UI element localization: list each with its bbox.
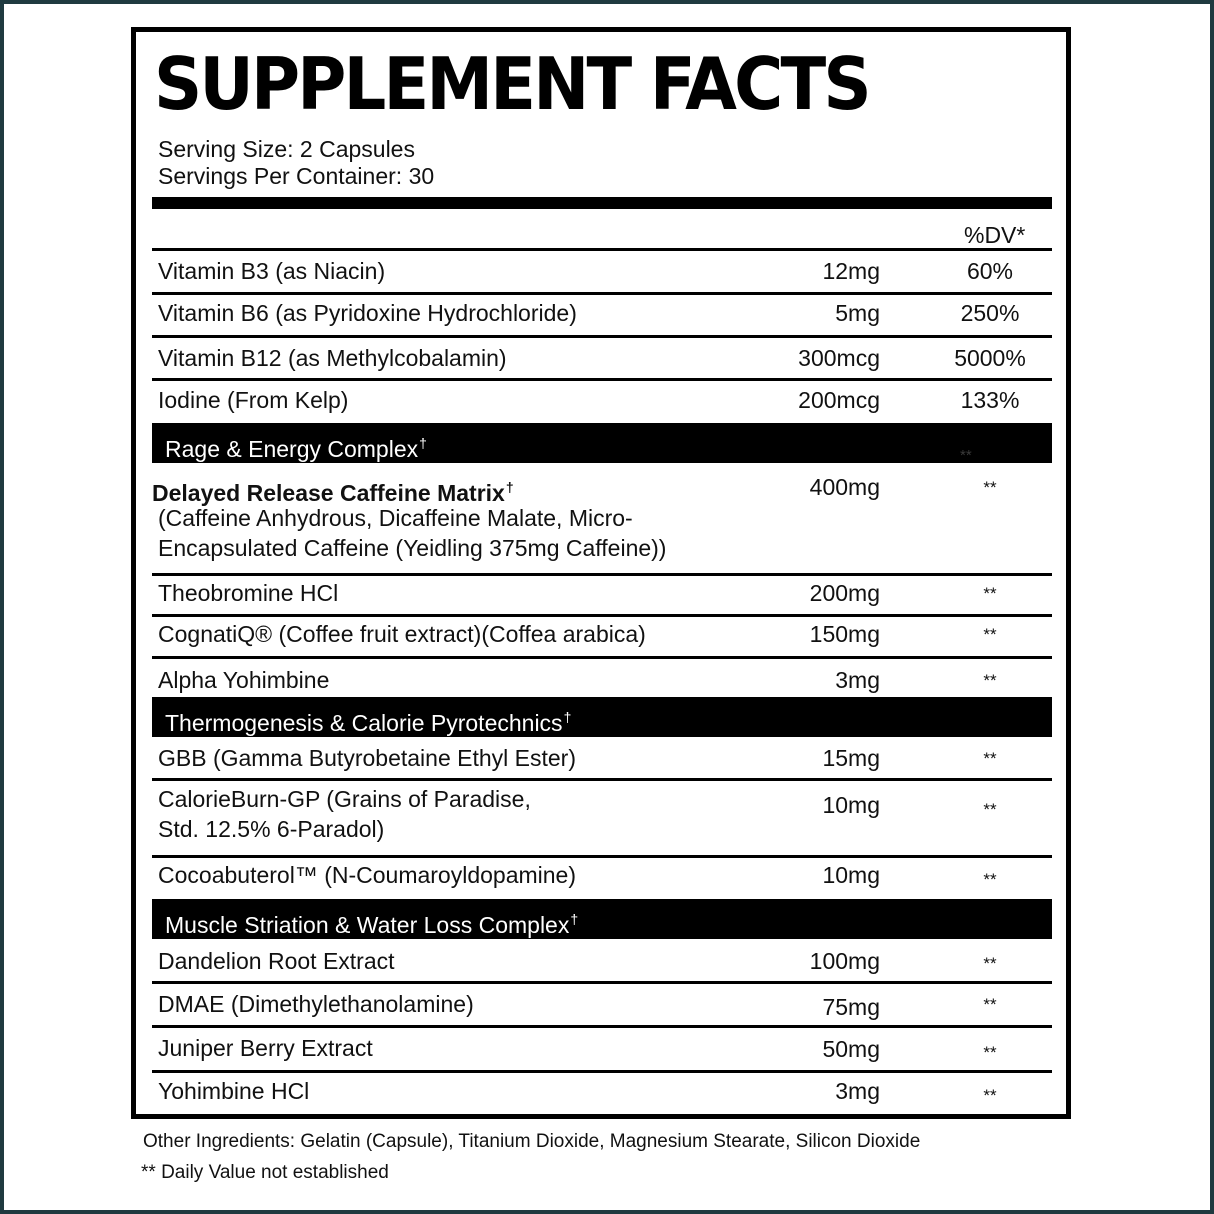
- ingredient-amount: 15mg: [822, 745, 880, 771]
- ingredient-amount: 400mg: [809, 474, 880, 500]
- ingredient-name: DMAE (Dimethylethanolamine): [158, 991, 474, 1017]
- section-header-muscle-striation: [152, 899, 1052, 939]
- row-rule: [152, 981, 1052, 984]
- section-header-rage-energy: [152, 423, 1052, 463]
- ingredient-amount: 75mg: [822, 994, 880, 1020]
- ingredient-amount: 100mg: [809, 948, 880, 974]
- ingredient-detail-line: (Caffeine Anhydrous, Dicaffeine Malate, Micro-: [158, 505, 633, 531]
- ingredient-name: GBB (Gamma Butyrobetaine Ethyl Ester): [158, 745, 576, 771]
- ingredient-name: CalorieBurn-GP (Grains of Paradise,: [158, 786, 531, 812]
- ingredient-dv: 250%: [960, 300, 1020, 326]
- row-rule: [152, 292, 1052, 295]
- ingredient-amount: 10mg: [822, 862, 880, 888]
- row-rule: [152, 378, 1052, 381]
- section-header-thermogenesis: [152, 697, 1052, 737]
- ingredient-amount: 300mcg: [798, 345, 880, 371]
- ingredient-dv: **: [983, 954, 997, 973]
- section-title: Rage & Energy Complex†: [165, 435, 427, 462]
- ingredient-amount: 10mg: [822, 792, 880, 818]
- ingredient-dv: **: [983, 478, 997, 497]
- ingredient-name: Dandelion Root Extract: [158, 948, 395, 974]
- row-rule: [152, 656, 1052, 659]
- ingredient-amount: 12mg: [822, 258, 880, 284]
- ingredient-dv: 133%: [960, 387, 1020, 413]
- ingredient-detail-line: Encapsulated Caffeine (Yeidling 375mg Caffeine)): [158, 535, 667, 561]
- ingredient-amount: 3mg: [835, 667, 880, 693]
- supplement-facts-panel: [131, 27, 1071, 1119]
- ingredient-dv: **: [983, 1086, 997, 1105]
- ingredient-name: Vitamin B12 (as Methylcobalamin): [158, 345, 507, 371]
- row-rule: [152, 573, 1052, 576]
- ingredient-amount: 3mg: [835, 1078, 880, 1104]
- ingredient-name: Juniper Berry Extract: [158, 1035, 373, 1061]
- ingredient-dv: **: [983, 1043, 997, 1062]
- ingredient-amount: 200mcg: [798, 387, 880, 413]
- panel-title: SUPPLEMENT FACTS: [154, 42, 869, 126]
- section-title: Muscle Striation & Water Loss Complex†: [165, 911, 579, 938]
- section-title: Thermogenesis & Calorie Pyrotechnics†: [165, 709, 572, 736]
- ingredient-dv: **: [983, 995, 997, 1014]
- header-thick-rule: [152, 197, 1052, 209]
- ingredient-name: Delayed Release Caffeine Matrix†: [152, 479, 514, 506]
- other-ingredients: Other Ingredients: Gelatin (Capsule), Titanium Dioxide, Magnesium Stearate, Silicon Dioxide: [143, 1131, 921, 1152]
- header-thin-rule: [152, 248, 1052, 251]
- ingredient-dv: **: [983, 870, 997, 889]
- ingredient-name: Iodine (From Kelp): [158, 387, 349, 413]
- section-faint-mark: **: [960, 447, 972, 464]
- ingredient-name: Theobromine HCl: [158, 580, 339, 606]
- ingredient-name: CognatiQ® (Coffee fruit extract)(Coffea arabica): [158, 621, 646, 647]
- ingredient-amount: 150mg: [809, 621, 880, 647]
- row-rule: [152, 614, 1052, 617]
- ingredient-name: Cocoabuterol™ (N-Coumaroyldopamine): [158, 862, 577, 888]
- row-rule: [152, 335, 1052, 338]
- ingredient-dv: **: [983, 671, 997, 690]
- daily-value-footnote: ** Daily Value not established: [141, 1162, 389, 1183]
- ingredient-name-line2: Std. 12.5% 6-Paradol): [158, 816, 385, 842]
- ingredient-amount: 50mg: [822, 1036, 880, 1062]
- ingredient-name: Vitamin B6 (as Pyridoxine Hydrochloride): [158, 300, 577, 326]
- row-rule: [152, 1070, 1052, 1073]
- ingredient-dv: 5000%: [954, 345, 1026, 371]
- dv-column-header: %DV*: [964, 222, 1026, 248]
- serving-size: Serving Size: 2 Capsules: [158, 136, 415, 162]
- ingredient-name: Alpha Yohimbine: [158, 667, 330, 693]
- ingredient-dv: **: [983, 749, 997, 768]
- ingredient-amount: 5mg: [835, 300, 880, 326]
- ingredient-dv: **: [983, 584, 997, 603]
- row-rule: [152, 778, 1052, 781]
- row-rule: [152, 855, 1052, 858]
- ingredient-dv: 60%: [966, 258, 1014, 284]
- row-rule: [152, 1025, 1052, 1028]
- ingredient-name: Vitamin B3 (as Niacin): [158, 258, 386, 284]
- servings-per-container: Servings Per Container: 30: [158, 163, 435, 189]
- ingredient-name: Yohimbine HCl: [158, 1078, 310, 1104]
- ingredient-dv: **: [983, 625, 997, 644]
- ingredient-amount: 200mg: [809, 580, 880, 606]
- ingredient-dv: **: [983, 800, 997, 819]
